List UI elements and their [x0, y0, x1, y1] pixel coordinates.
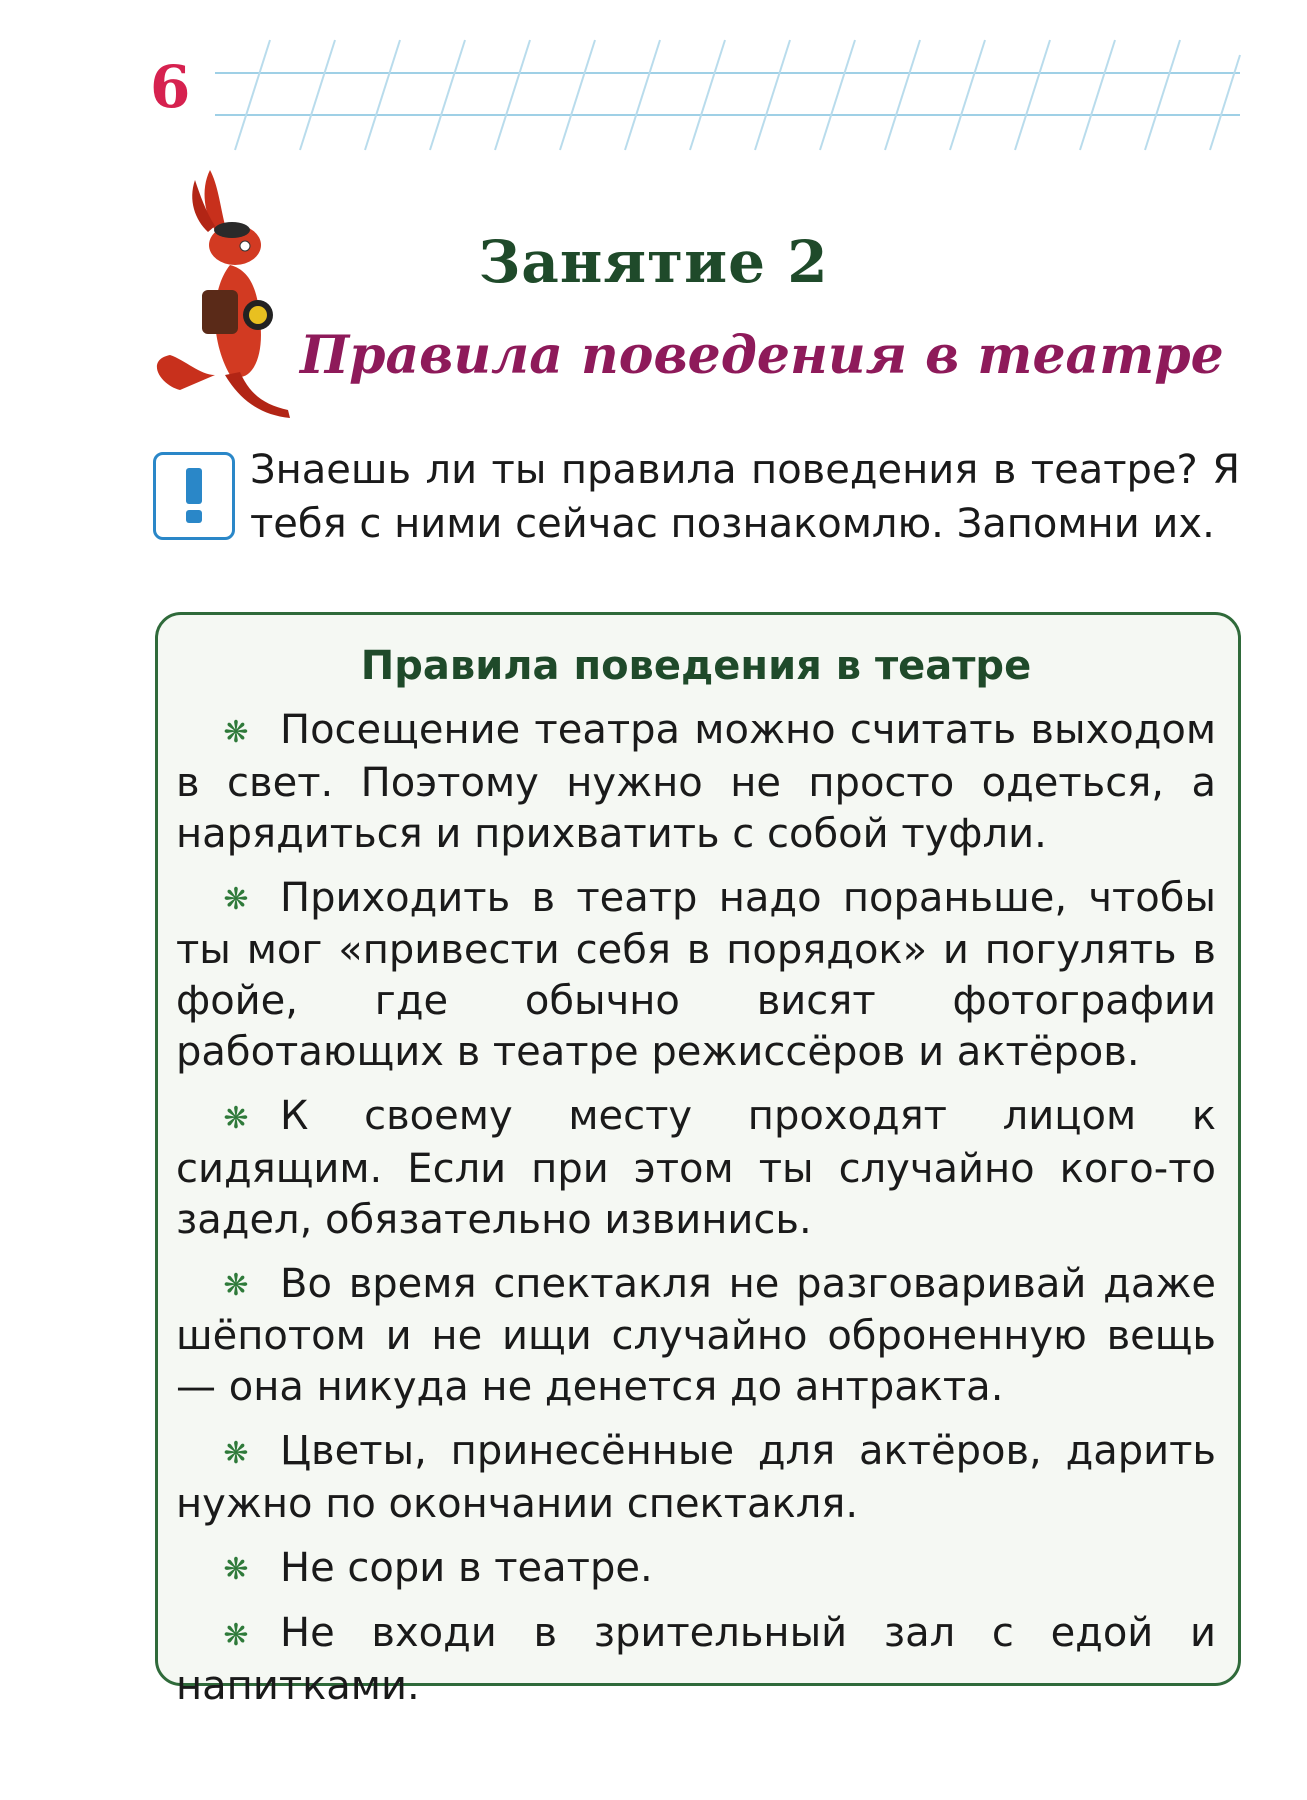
snowflake-bullet-icon: ❋ [223, 714, 249, 750]
rules-title: Правила поведения в театре [360, 643, 1032, 689]
snowflake-bullet-icon: ❋ [223, 1435, 249, 1471]
snowflake-bullet-icon: ❋ [223, 1617, 249, 1653]
snowflake-bullet-icon: ❋ [223, 882, 249, 917]
rule-item [176, 705, 1216, 860]
exclamation-icon [153, 452, 235, 540]
rule-item [176, 1091, 1216, 1246]
rule-text: Цветы, принесённые для актёров, дарить нужно по окончании спектакля. [176, 1428, 1216, 1527]
snowflake-bullet-icon: ❋ [223, 1268, 249, 1303]
lesson-title: Занятие 2 [478, 228, 829, 296]
rule-text: Не сори в театре. [280, 1544, 653, 1591]
handwriting-grid [0, 0, 1307, 160]
rule-text: Посещение театра можно считать выходом в свет. Поэтому нужно не просто одеться, а нарядиться и прихватить с собой туфли. [176, 707, 1216, 857]
rule-text: Не входи в зрительный зал с едой и напитками. [176, 1610, 1216, 1709]
rule-text: Во время спектакля не разговаривай даже шёпотом и не ищи случайно оброненную вещь — она никуда не денется до антракта. [176, 1260, 1216, 1410]
rule-item [176, 873, 1216, 1079]
rules-list [176, 705, 1216, 1712]
intro-text: Знаешь ли ты правила поведения в театре? Я тебя с ними сейчас познакомлю. Запомни их. [250, 447, 1240, 547]
rule-item [176, 1608, 1216, 1712]
snowflake-bullet-icon: ❋ [223, 1100, 249, 1136]
lesson-subtitle: Правила поведения в театре [300, 325, 1224, 386]
rule-item [176, 1543, 1216, 1596]
rule-item [176, 1259, 1216, 1414]
snowflake-bullet-icon: ❋ [223, 1552, 249, 1587]
rule-text: Приходить в театр надо пораньше, чтобы ты мог «привести себя в порядок» и погулять в фойе, где обычно висят фотографии работающих в театре режиссёров и актёров. [176, 874, 1216, 1075]
rule-text: К своему месту проходят лицом к сидящим. Если при этом ты случайно кого-то задел, обязательно извинись. [176, 1093, 1216, 1243]
rule-item [176, 1426, 1216, 1530]
rules-box [155, 612, 1241, 1709]
page-number: 6 [150, 53, 191, 121]
